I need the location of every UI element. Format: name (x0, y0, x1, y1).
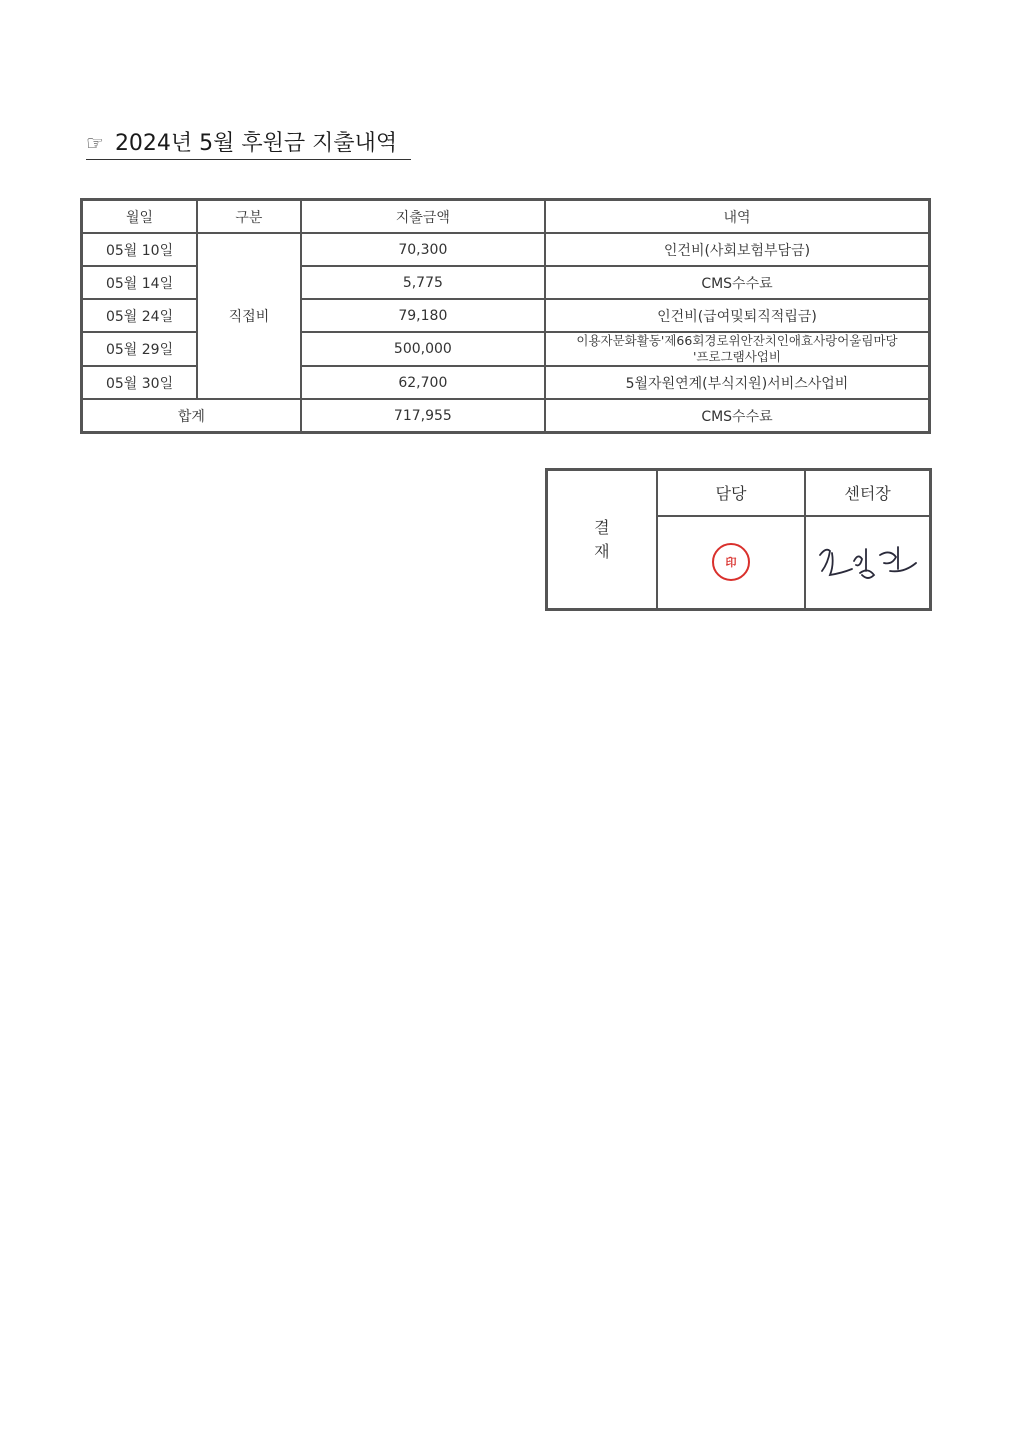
page-title-text: 2024년 5월 후원금 지출내역 (114, 131, 398, 156)
row-amount: 70,300 (301, 233, 545, 266)
approval-col-manager: 담당 (657, 470, 805, 516)
expense-table (80, 198, 931, 434)
row-amount: 62,700 (301, 366, 545, 399)
page-title (86, 126, 411, 160)
seal-stamp-icon: 印 (712, 543, 750, 581)
row-amount: 500,000 (301, 332, 545, 366)
header-category: 구분 (197, 200, 301, 234)
table-total-row (82, 399, 930, 433)
row-date: 05월 29일 (82, 332, 198, 366)
row-detail: 인건비(사회보험부담금) (545, 233, 930, 266)
row-date: 05월 10일 (82, 233, 198, 266)
pointing-hand-icon: ☞ (86, 131, 104, 155)
header-date: 월일 (82, 200, 198, 234)
row-date: 05월 30일 (82, 366, 198, 399)
approval-label: 결 재 (547, 470, 657, 610)
row-amount: 5,775 (301, 266, 545, 299)
table-header-row (82, 200, 930, 234)
total-amount: 717,955 (301, 399, 545, 433)
row-detail: 5월자원연계(부식지원)서비스사업비 (545, 366, 930, 399)
signature-icon (812, 535, 924, 585)
header-detail: 내역 (545, 200, 930, 234)
approval-box (545, 468, 932, 611)
total-label: 합계 (82, 399, 301, 433)
row-detail (545, 332, 930, 366)
manager-seal-cell (657, 516, 805, 610)
row-detail: 인건비(급여및퇴직적립금) (545, 299, 930, 332)
row-date: 05월 14일 (82, 266, 198, 299)
table-row (82, 233, 930, 266)
row-detail-line2: '프로그램사업비 (693, 349, 781, 364)
director-signature-cell (805, 516, 930, 610)
row-detail-line1: 이용자문화활동'제66회경로위안잔치인애효사랑어울림마당 (576, 333, 898, 348)
total-detail: CMS수수료 (545, 399, 930, 433)
header-amount: 지출금액 (301, 200, 545, 234)
row-category: 직접비 (197, 233, 301, 399)
row-amount: 79,180 (301, 299, 545, 332)
approval-col-director: 센터장 (805, 470, 930, 516)
row-detail: CMS수수료 (545, 266, 930, 299)
row-date: 05월 24일 (82, 299, 198, 332)
